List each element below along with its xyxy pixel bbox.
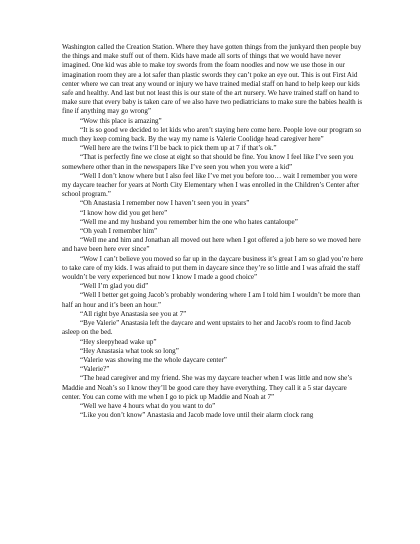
paragraph: “Oh yeah I remember him”: [80, 227, 158, 236]
paragraph: “Valerie?”: [80, 365, 110, 374]
paragraph: “Oh Anastasia I remember now I haven’t seen you in years”: [80, 199, 250, 208]
paragraph: “I know how did you get here”: [80, 208, 168, 217]
paragraph: “Wow I can’t believe you moved so far up in the daycare business it’s great I am so glad you’re here to take care of my kids. I was afraid to put them in daycare since they’re so little and I was afraid the staff wouldn’t be very experienced but now I know I made a good choice”: [62, 254, 364, 282]
paragraph: “Well me and my husband you remember him the one who hates cantaloupe”: [80, 217, 298, 226]
paragraph: “All right bye Anastasia see you at 7”: [80, 309, 187, 318]
paragraph: Washington called the Creation Station. Where they have gotten things from the junkyard then people buy the things and make stuff out of them. Kids have made all sorts of things that we would have never imagined. One kid was able to make toy swords from the foam noodles and now we use those in our imagination room they are a lot safer than plastic swords they can’t poke an eye out. This is out First Aid center where we can treat any wound or injury we have trained medial staff on hand to help keep our kids safe and healthy. And last but not least this is our state of the art nursery. We have trained staff on hand to make sure that every baby is taken care of we also have two pediatricians to make sure the babies health is fine if anything may go wrong”: [62, 43, 363, 116]
paragraph: “Like you don’t know” Anastasia and Jacob made love until their alarm clock rang: [80, 411, 314, 420]
paragraph: “Valerie was showing me the whole daycare center”: [80, 355, 227, 364]
paragraph: “Well I better get going Jacob’s probably wondering where I am I told him I wouldn’t be more than half an hour and it’s been an hour.”: [62, 291, 361, 309]
paragraph: “Well I’m glad you did”: [80, 282, 149, 291]
paragraph: “Wow this place is amazing”: [80, 116, 162, 125]
paragraph: “Well here are the twins I’ll be back to pick them up at 7 if that’s ok.”: [80, 144, 277, 153]
paragraph: “It is so good we decided to let kids who aren’t staying here come here. People love our program so much they keep coming back. By the way my name is Valerie Coolidge head caregiver here”: [62, 125, 362, 144]
paragraph: “That is perfectly fine we close at eight so that should be fine. You know I feel like I’ve seen you somewhere other than in the newspapers like I’ve seen you when you were a kid”: [62, 153, 354, 171]
paragraph: “Hey Anastasia what took so long”: [80, 346, 179, 355]
paragraph: “Well I don’t know where but I also feel like I’ve met you before too… wait I remember you were my daycare teacher for years at North City Elementary when I was enrolled in the Children’s Center after school program.”: [62, 171, 360, 199]
paragraph: “Well we have 4 hours what do you want to do”: [80, 401, 216, 410]
paragraph: “Well me and him and Jonathan all moved out here when I got offered a job here so we moved here and have been here ever since”: [62, 236, 361, 254]
paragraph: “Hey sleepyhead wake up”: [80, 337, 157, 346]
paragraph: “Bye Valerie” Anastasia left the daycare and went upstairs to her and Jacob's room to find Jacob asleep on the bed.: [62, 319, 351, 337]
paragraph: “The head caregiver and my friend. She was my daycare teacher when I was little and now she’s Maddie and Noah’s so I know they’ll be good care they have everything. They call it a 5 star daycare center. You can come with me when I go to pick up Maddie and Noah at 7”: [62, 374, 352, 401]
